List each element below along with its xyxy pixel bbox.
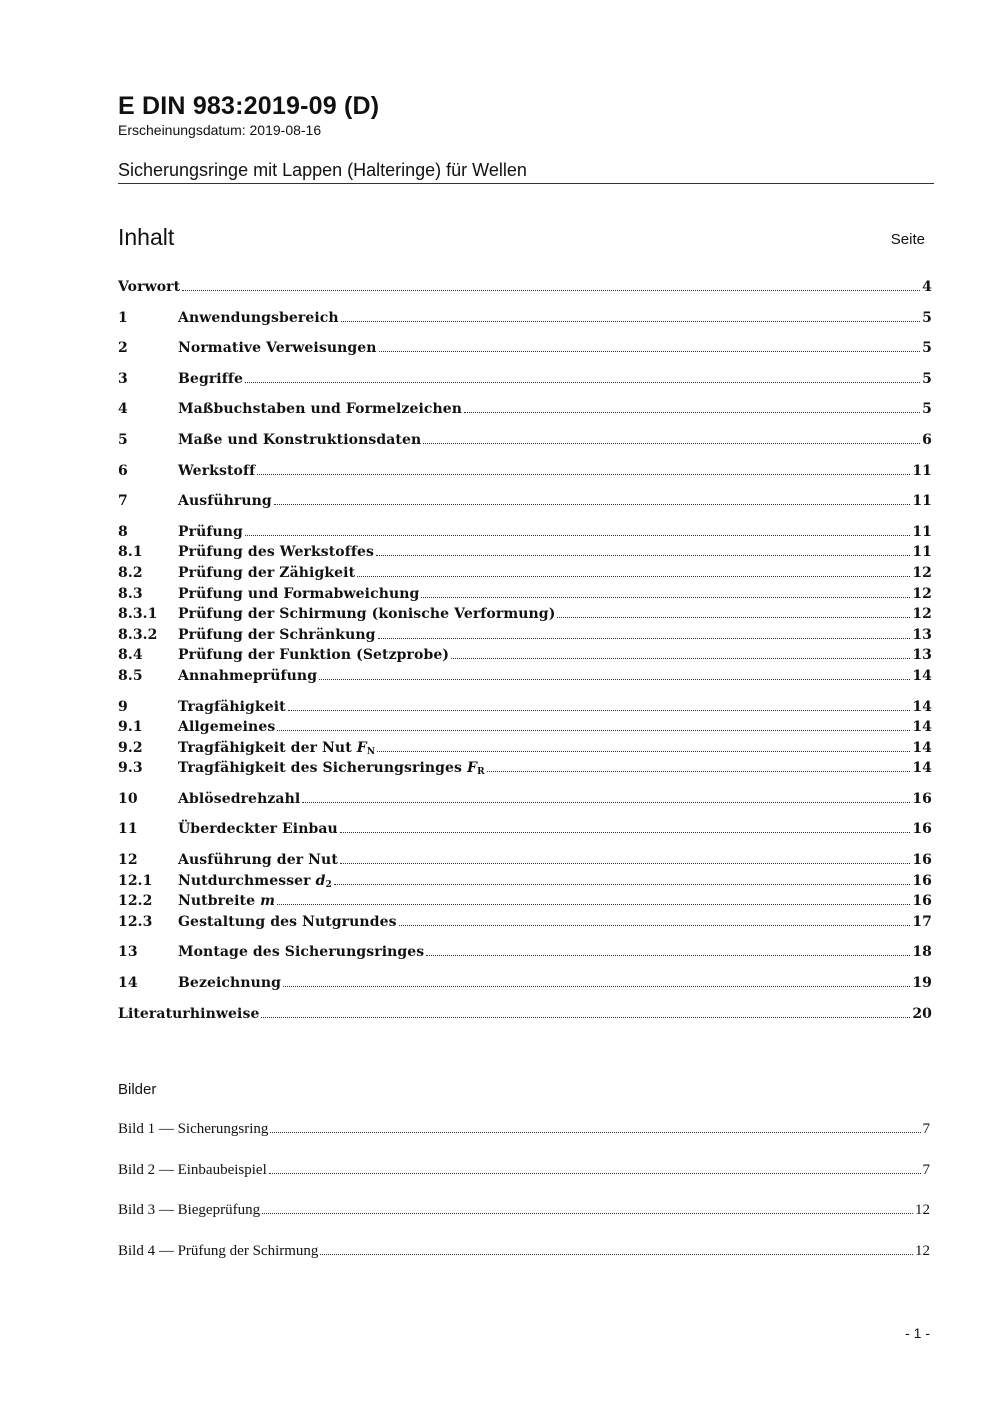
toc-entry[interactable] — [118, 647, 932, 668]
toc-entry-title — [178, 340, 377, 356]
toc-entry[interactable] — [118, 1006, 932, 1027]
toc-entry-page: 16 — [912, 821, 932, 838]
toc-entry-title-text: Normative Verweisungen — [178, 340, 377, 357]
toc-entry-title-text: Prüfung der Zähigkeit — [178, 564, 356, 581]
toc-entry[interactable] — [118, 873, 932, 894]
toc-entry[interactable] — [118, 340, 932, 361]
toc-entry[interactable] — [118, 544, 932, 565]
toc-entry-page: 16 — [912, 893, 932, 910]
toc-entry-page: 14 — [912, 667, 932, 684]
figure-entry-title: Bild 4 — Prüfung der Schirmung — [118, 1242, 319, 1259]
document-id: E DIN 983:2019-09 (D) — [118, 92, 380, 120]
dot-leader — [269, 1173, 921, 1174]
dot-leader — [262, 1213, 913, 1214]
dot-leader — [341, 321, 920, 322]
toc-entry-number: 9.3 — [118, 760, 143, 777]
dot-leader — [426, 955, 910, 956]
formula-subscript: 2 — [325, 879, 332, 890]
toc-entry-title — [178, 740, 375, 757]
toc-entry-title-text: Überdeckter Einbau — [178, 821, 338, 838]
toc-entry-page: 14 — [912, 760, 932, 777]
toc-entry-title-text: Nutbreite — [178, 893, 256, 910]
toc-entry-title — [178, 873, 332, 890]
toc-entry[interactable] — [118, 310, 932, 331]
toc-entry-title — [178, 914, 397, 930]
toc-entry-title-text: Montage des Sicherungsringes — [178, 944, 425, 961]
toc-entry-title-text: Prüfung und Formabweichung — [178, 585, 420, 602]
toc-entry[interactable] — [118, 975, 932, 996]
figure-entry[interactable] — [118, 1202, 930, 1243]
toc-entry-title — [178, 463, 255, 479]
toc-entry-title-text: Anwendungsbereich — [178, 309, 339, 326]
formula-subscript: N — [366, 746, 376, 757]
toc-entry-title-text: Vorwort — [118, 279, 181, 295]
toc-entry-title — [178, 975, 281, 991]
toc-entry[interactable] — [118, 791, 932, 812]
toc-entry-number: 7 — [118, 493, 128, 510]
dot-leader — [376, 555, 910, 556]
toc-entry-number: 8 — [118, 523, 128, 540]
toc-entry[interactable] — [118, 821, 932, 842]
dot-leader — [557, 617, 910, 618]
figure-entry-title: Bild 3 — Biegeprüfung — [118, 1202, 261, 1218]
toc-entry-title-text: Prüfung der Schränkung — [178, 626, 376, 643]
toc-entry[interactable] — [118, 432, 932, 453]
formula-symbol: d — [315, 872, 326, 889]
toc-entry-page: 16 — [912, 852, 932, 869]
dot-leader — [357, 576, 910, 577]
toc-entry-number: 12.2 — [118, 893, 153, 910]
toc-entry-page: 16 — [912, 790, 932, 807]
figure-entry-page: 12 — [915, 1202, 930, 1218]
toc-entry-number: 5 — [118, 431, 128, 448]
toc-entry[interactable] — [118, 627, 932, 648]
toc-entry-page: 14 — [912, 719, 932, 736]
toc-entry-title-text: Annahmeprüfung — [178, 667, 318, 684]
toc-entry[interactable] — [118, 914, 932, 935]
toc-entry[interactable] — [118, 699, 932, 720]
toc-entry-title — [178, 852, 338, 868]
toc-entry[interactable] — [118, 524, 932, 545]
toc-entry-number: 8.3.1 — [118, 606, 158, 623]
toc-entry-number: 12 — [118, 852, 138, 869]
toc-entry-title-text: Gestaltung des Nutgrundes — [178, 913, 397, 930]
toc-entry-title — [178, 544, 374, 560]
toc-entry-number: 8.3.2 — [118, 626, 158, 643]
toc-entry[interactable] — [118, 740, 932, 761]
toc-entry-title — [178, 893, 275, 909]
toc-entry[interactable] — [118, 668, 932, 689]
toc-entry-title-text: Ausführung der Nut — [178, 852, 338, 869]
formula-symbol: F — [467, 760, 478, 777]
toc-entry[interactable] — [118, 565, 932, 586]
toc-entry-title-text: Prüfung — [178, 523, 243, 540]
toc-entry-number: 8.1 — [118, 544, 143, 561]
figure-entry-title: Bild 2 — Einbaubeispiel — [118, 1161, 267, 1178]
toc-entry-number: 11 — [118, 821, 138, 838]
toc-entry-title — [178, 401, 462, 417]
toc-entry-number: 12.3 — [118, 913, 153, 930]
toc-entry-page: 12 — [912, 564, 932, 581]
list-of-figures — [118, 1121, 930, 1283]
dot-leader — [319, 679, 910, 680]
toc-entry-title — [178, 371, 243, 387]
toc-entry-page: 19 — [912, 975, 932, 992]
dot-leader — [487, 771, 911, 772]
publication-date: Erscheinungsdatum: 2019-08-16 — [118, 122, 322, 138]
dot-leader — [302, 802, 910, 803]
toc-entry-title-text: Prüfung des Werkstoffes — [178, 544, 374, 561]
dot-leader — [245, 382, 920, 383]
toc-entry[interactable] — [118, 463, 932, 484]
toc-entry-page: 16 — [912, 872, 932, 889]
toc-entry-title — [178, 586, 419, 602]
dot-leader — [261, 1017, 910, 1018]
toc-entry-title-text: Ausführung — [178, 493, 272, 510]
toc-entry-page: 11 — [912, 493, 932, 510]
figure-entry[interactable] — [118, 1162, 930, 1203]
toc-entry-page: 20 — [912, 1005, 932, 1022]
toc-entry-title-text: Tragfähigkeit der Nut — [178, 739, 352, 756]
toc-entry[interactable] — [118, 586, 932, 607]
toc-entry[interactable] — [118, 852, 932, 873]
dot-leader — [182, 290, 920, 291]
toc-entry-title — [178, 565, 355, 581]
toc-entry-title — [118, 279, 180, 295]
toc-entry[interactable] — [118, 371, 932, 392]
toc-entry-number: 3 — [118, 370, 128, 387]
toc-entry-title-text: Prüfung der Schirmung (konische Verformung) — [178, 606, 556, 623]
toc-entry-title-text: Nutdurchmesser — [178, 872, 311, 889]
toc-entry-title — [178, 606, 555, 622]
toc-entry-title-text: Maße und Konstruktionsdaten — [178, 431, 422, 448]
toc-entry-title — [178, 432, 421, 448]
toc-entry-page: 14 — [912, 739, 932, 756]
dot-leader — [379, 351, 921, 352]
dot-leader — [274, 504, 910, 505]
toc-entry-number: 6 — [118, 462, 128, 479]
toc-entry-number: 4 — [118, 401, 128, 418]
dot-leader — [288, 710, 911, 711]
formula-symbol: m — [260, 893, 276, 910]
toc-entry-page: 13 — [912, 626, 932, 643]
toc-entry-title — [178, 791, 300, 807]
page-number: - 1 - — [905, 1325, 930, 1341]
dot-leader — [334, 884, 910, 885]
toc-entry-number: 1 — [118, 309, 128, 326]
toc-entry-page: 11 — [912, 523, 932, 540]
toc-entry[interactable] — [118, 606, 932, 627]
toc-entry-number: 14 — [118, 975, 138, 992]
toc-entry[interactable] — [118, 760, 932, 781]
toc-entry-number: 8.3 — [118, 585, 143, 602]
formula-symbol: F — [356, 739, 367, 756]
toc-entry-title — [178, 647, 449, 663]
toc-entry-number: 9.1 — [118, 719, 143, 736]
dot-leader — [377, 751, 910, 752]
toc-entry[interactable] — [118, 893, 932, 914]
toc-entry-page: 13 — [912, 647, 932, 664]
dot-leader — [277, 904, 910, 905]
toc-entry-page: 18 — [912, 944, 932, 961]
toc-entry-number: 8.2 — [118, 564, 143, 581]
toc-entry-page: 4 — [922, 279, 932, 295]
toc-entry-title-text: Tragfähigkeit — [178, 698, 286, 715]
dot-leader — [464, 412, 920, 413]
toc-entry-title-text: Begriffe — [178, 370, 243, 387]
contents-heading: Inhalt — [118, 224, 175, 250]
toc-entry-page: 11 — [912, 544, 932, 561]
figures-heading: Bilder — [118, 1081, 157, 1098]
toc-entry-title-text: Prüfung der Funktion (Setzprobe) — [178, 647, 450, 664]
dot-leader — [340, 863, 910, 864]
toc-entry-number: 2 — [118, 340, 128, 357]
toc-entry-page: 12 — [912, 606, 932, 623]
table-of-contents — [118, 279, 932, 1026]
toc-entry-number: 9.2 — [118, 739, 143, 756]
toc-entry-page: 5 — [922, 309, 932, 326]
toc-entry-title — [178, 493, 272, 509]
toc-entry-title — [178, 760, 485, 777]
toc-entry-title-text: Werkstoff — [178, 462, 256, 479]
dot-leader — [378, 638, 911, 639]
toc-entry[interactable] — [118, 944, 932, 965]
figure-entry[interactable] — [118, 1121, 930, 1162]
figure-entry-page: 12 — [915, 1242, 930, 1259]
title-divider — [118, 183, 934, 184]
dot-leader — [245, 535, 910, 536]
toc-entry[interactable] — [118, 493, 932, 514]
toc-entry-title — [178, 821, 338, 837]
toc-entry-title — [178, 719, 275, 735]
toc-entry-number: 12.1 — [118, 872, 153, 889]
toc-entry-title-text: Tragfähigkeit des Sicherungsringes — [178, 760, 463, 777]
toc-entry-title — [178, 524, 243, 540]
toc-entry-title-text: Ablösedrehzahl — [178, 790, 301, 807]
toc-entry-page: 14 — [912, 698, 932, 715]
toc-entry-number: 9 — [118, 698, 128, 715]
formula-subscript: R — [477, 767, 485, 778]
toc-entry-title — [178, 944, 424, 960]
toc-entry-number: 8.5 — [118, 667, 143, 684]
dot-leader — [423, 443, 920, 444]
toc-entry-title — [178, 310, 339, 326]
dot-leader — [257, 474, 910, 475]
dot-leader — [277, 730, 910, 731]
toc-entry-number: 8.4 — [118, 647, 143, 664]
figure-entry-page: 7 — [922, 1121, 930, 1137]
dot-leader — [283, 986, 910, 987]
figure-entry-page: 7 — [922, 1161, 930, 1178]
toc-entry-title — [178, 627, 376, 643]
document-title: Sicherungsringe mit Lappen (Halteringe) für Wellen — [118, 160, 527, 180]
toc-entry-title — [178, 668, 317, 684]
toc-entry-title-text: Allgemeines — [178, 719, 276, 736]
toc-entry-page: 11 — [912, 462, 932, 479]
dot-leader — [340, 832, 910, 833]
toc-entry-title — [178, 699, 286, 715]
dot-leader — [451, 658, 910, 659]
dot-leader — [270, 1132, 920, 1133]
toc-entry[interactable] — [118, 401, 932, 422]
toc-entry-page: 17 — [912, 913, 932, 930]
toc-entry-page: 6 — [922, 431, 932, 448]
toc-entry-page: 5 — [922, 401, 932, 418]
toc-entry-title — [118, 1006, 259, 1022]
toc-entry-title-text: Bezeichnung — [178, 975, 282, 992]
dot-leader — [421, 597, 910, 598]
toc-entry-title-text: Maßbuchstaben und Formelzeichen — [178, 401, 463, 418]
toc-entry[interactable] — [118, 279, 932, 300]
page-column-label: Seite — [890, 231, 925, 248]
toc-entry-page: 12 — [912, 585, 932, 602]
toc-entry-page: 5 — [922, 340, 932, 357]
toc-entry-page: 5 — [922, 370, 932, 387]
toc-entry-title-text: Literaturhinweise — [118, 1005, 260, 1022]
toc-entry-number: 10 — [118, 790, 138, 807]
dot-leader — [320, 1254, 913, 1255]
toc-entry-number: 13 — [118, 944, 138, 961]
figure-entry[interactable] — [118, 1243, 930, 1284]
figure-entry-title: Bild 1 — Sicherungsring — [118, 1121, 269, 1137]
toc-entry[interactable] — [118, 719, 932, 740]
dot-leader — [399, 925, 911, 926]
